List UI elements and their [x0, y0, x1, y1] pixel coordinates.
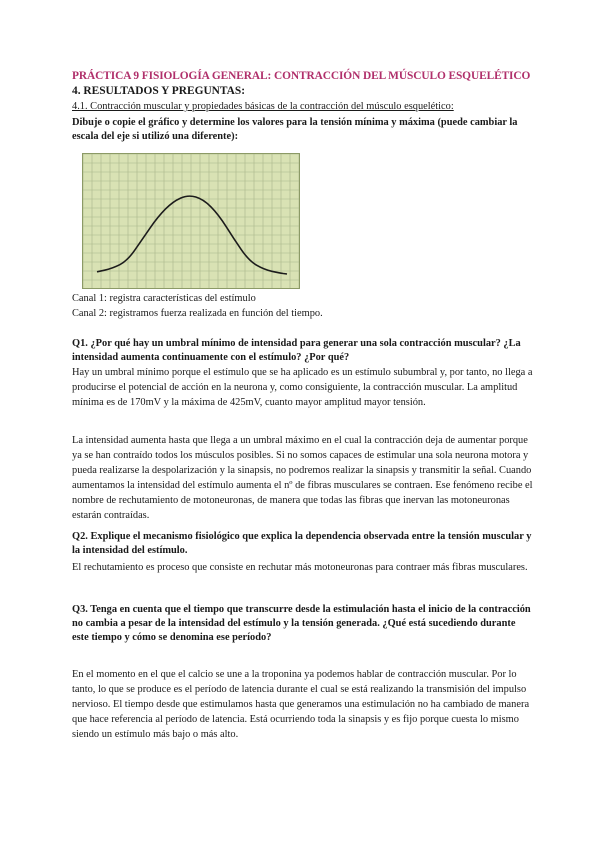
figure-instruction: Dibuje o copie el gráfico y determine los valores para la tensión mínima y máxima (puede cambiar la escala del eje si utilizó una diferente):	[72, 117, 518, 142]
question-q1: Q1. ¿Por qué hay un umbral mínimo de intensidad para generar una sola contracción muscular? ¿La intensidad aumenta continuamente con el estímulo? ¿Por qué?	[72, 338, 521, 363]
tension-graph	[83, 154, 299, 288]
tension-figure	[82, 153, 300, 289]
section-heading: 4. RESULTADOS Y PREGUNTAS:	[72, 85, 245, 97]
answer-q1-paragraph-1: Hay un umbral mínimo porque el estímulo que se ha aplicado es un estímulo subumbral y, por tanto, no llega a producirse el potencial de acción en la neurona y, como consiguiente, la contracción muscular. La amplitud mínima es de 170mV y la máxima de 425mV, cuanto mayor amplitud mayor tensión.	[72, 367, 533, 408]
caption-channel-2: Canal 2: registramos fuerza realizada en función del tiempo.	[72, 308, 323, 319]
answer-q1-paragraph-2: La intensidad aumenta hasta que llega a un umbral máximo en el cual la contracción deja de aumentar porque ya se han contraído todos los músculos posibles. Si no somos capaces de estimular una sola neurona motora y pueda realizarse la despolarización y la sinapsis, no podremos realizar la sinapsis y transmitir la señal. Cuando aumentamos la intensidad del estímulo aumenta el nº de fibras musculares se contraen. Ese fenómeno recibe el nombre de rechutamiento de motoneuronas, de manera que todas las fibras que inervan las motoneuronas estarán contraídas.	[72, 435, 533, 521]
caption-channel-1: Canal 1: registra características del estímulo	[72, 293, 256, 304]
answer-q3: En el momento en el que el calcio se une a la troponina ya podemos hablar de contracción muscular. Por lo tanto, lo que se produce es el período de latencia durante el cual se está realizando la transmisión del impulso nervioso. El tiempo desde que estimulamos hasta que generamos una estimulación no ha cambiado de manera que hace referencia al período de latencia. Está ocurriendo toda la sinapsis y es fijo porque cuesta lo mismo siendo un estímulo más bajo o más alto.	[72, 669, 530, 740]
subsection-heading: 4.1. Contracción muscular y propiedades básicas de la contracción del músculo esquelético:	[72, 101, 454, 112]
document-title: PRÁCTICA 9 FISIOLOGÍA GENERAL: CONTRACCIÓN DEL MÚSCULO ESQUELÉTICO	[72, 70, 531, 82]
question-q3: Q3. Tenga en cuenta que el tiempo que transcurre desde la estimulación hasta el inicio de la contracción no cambia a pesar de la intensidad del estímulo y la tensión generada. ¿Qué está sucediendo durante este tiempo y cómo se denomina ese período?	[72, 604, 531, 643]
answer-q2: El rechutamiento es proceso que consiste en rechutar más motoneuronas para contraer más fibras musculares.	[72, 562, 528, 573]
question-q2: Q2. Explique el mecanismo fisiológico que explica la dependencia observada entre la tensión muscular y la intensidad del estímulo.	[72, 531, 532, 556]
